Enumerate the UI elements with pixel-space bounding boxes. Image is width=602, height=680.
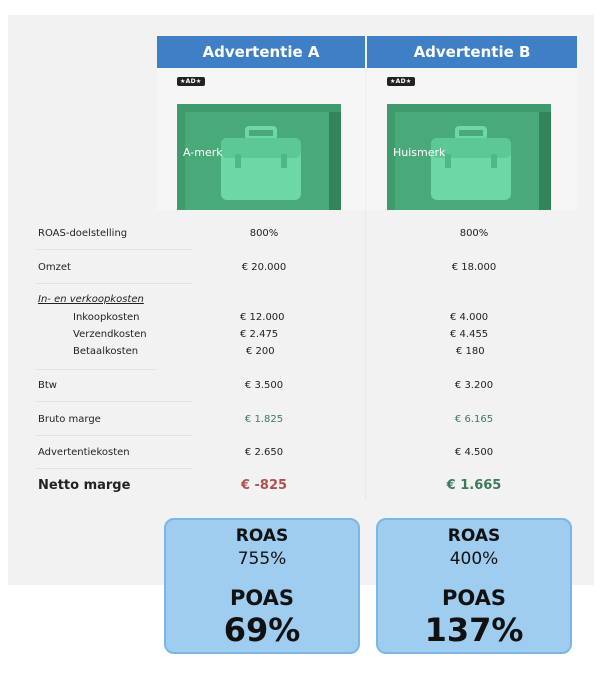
poas-label: POAS (441, 586, 507, 610)
table-row (36, 437, 576, 469)
value-b: € 1.665 (446, 478, 502, 493)
value-b: € 18.000 (451, 262, 497, 273)
metric-card-b (376, 518, 572, 654)
roas-value: 755% (237, 549, 287, 569)
column-header-b: Advertentie B (367, 36, 577, 68)
costs-heading: In- en verkoopkosten (38, 294, 144, 305)
value-a: € 12.000 (240, 312, 285, 323)
table-row (36, 470, 576, 502)
row-label: Inkoopkosten (73, 312, 140, 323)
column-header-a: Advertentie A (157, 36, 365, 68)
value-a: € 1.825 (244, 414, 284, 425)
value-a: 800% (249, 228, 279, 239)
value-a: € 2.475 (240, 329, 279, 340)
row-label: Netto marge (38, 478, 131, 493)
table-row (36, 370, 576, 402)
row-label: Verzendkosten (73, 329, 147, 340)
poas-value: 137% (424, 611, 524, 649)
lunchbox-icon (217, 126, 305, 204)
row-label: Betaalkosten (73, 346, 139, 357)
row-label: Bruto marge (38, 414, 101, 425)
table-row (36, 404, 576, 436)
row-label: ROAS-doelstelling (38, 228, 128, 239)
value-b: € 4.455 (450, 329, 489, 340)
row-label: Btw (38, 380, 57, 391)
value-b: € 180 (456, 346, 485, 357)
row-label: Advertentiekosten (38, 447, 130, 458)
table-row (36, 252, 576, 284)
roas-value: 400% (449, 549, 499, 569)
value-a: € 3.500 (244, 380, 284, 391)
poas-value: 69% (223, 611, 301, 649)
ad-image-b (367, 68, 577, 210)
ad-image-a (157, 68, 365, 210)
value-a: € 200 (246, 346, 275, 357)
row-label: Omzet (38, 262, 71, 273)
metric-card-a (164, 518, 360, 654)
lunchbox-icon (427, 126, 515, 204)
table-row (36, 218, 576, 250)
poas-label: POAS (229, 586, 295, 610)
value-b: € 4.000 (450, 312, 489, 323)
ad-badge: ★AD★ (177, 77, 205, 86)
roas-label: ROAS (235, 526, 289, 546)
roas-label: ROAS (447, 526, 501, 546)
value-a: € 20.000 (241, 262, 287, 273)
shelf-illustration (177, 104, 341, 210)
value-a: € 2.650 (244, 447, 284, 458)
shelf-illustration (387, 104, 551, 210)
value-a: € -825 (240, 478, 288, 493)
value-b: € 3.200 (454, 380, 494, 391)
value-b: € 4.500 (454, 447, 494, 458)
ad-badge: ★AD★ (387, 77, 415, 86)
brand-label: A-merk (183, 146, 223, 159)
value-b: 800% (459, 228, 489, 239)
value-b: € 6.165 (454, 414, 494, 425)
brand-label: Huismerk (393, 146, 446, 159)
